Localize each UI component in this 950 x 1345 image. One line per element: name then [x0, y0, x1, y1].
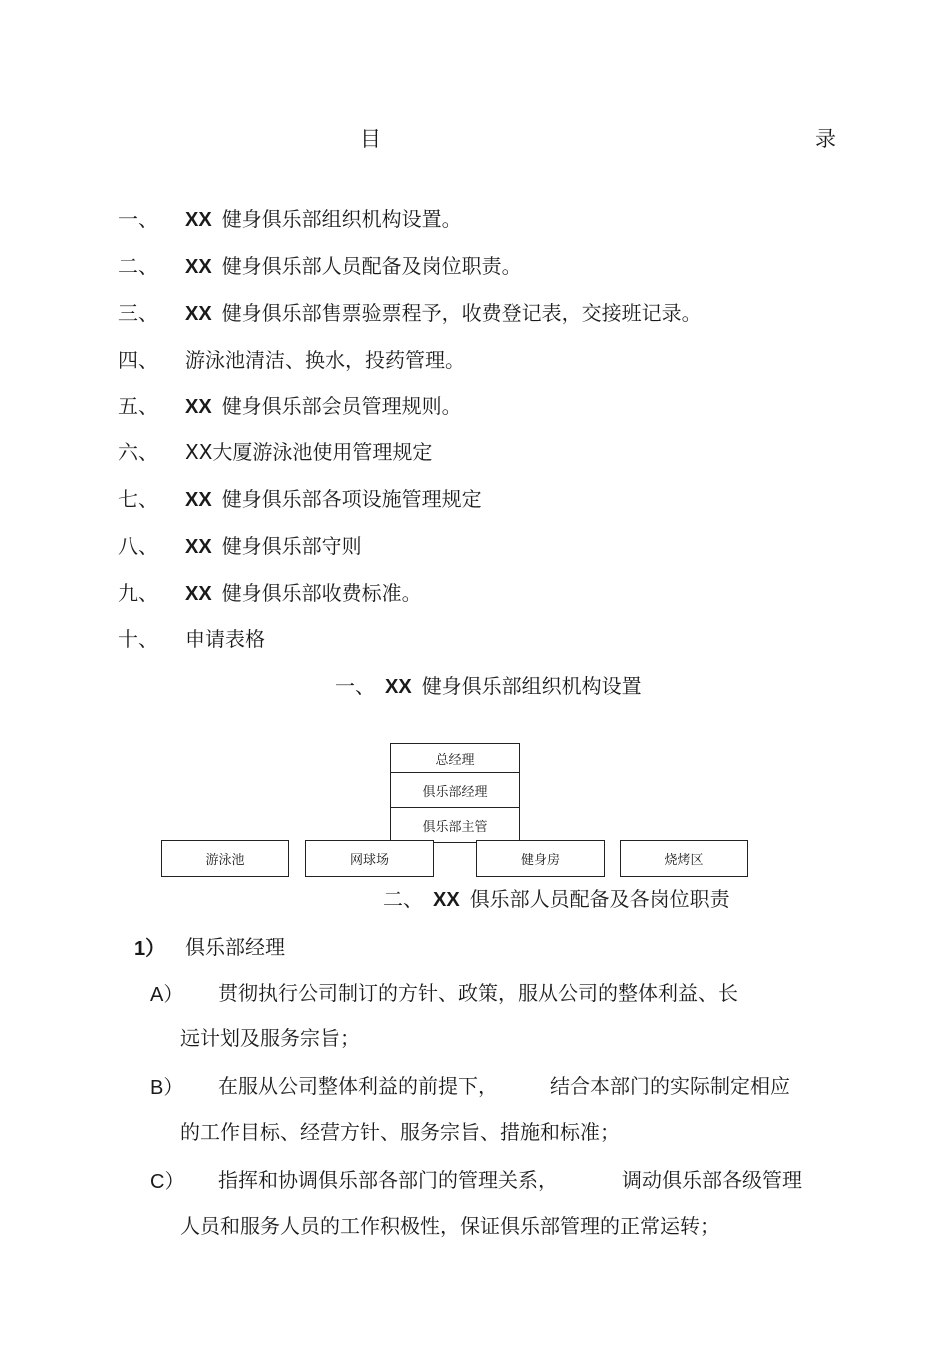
toc-item-num: 七、 — [118, 487, 158, 511]
toc-item-num: 三、 — [118, 301, 158, 325]
toc-item-text — [185, 297, 702, 326]
duty-label: B） — [150, 1077, 184, 1099]
toc-item-label: 申请表格 — [185, 627, 265, 651]
toc-item-label: XX大厦游泳池使用管理规定 — [185, 440, 433, 464]
toc-item-text — [185, 203, 462, 232]
toc-item-label: 健身俱乐部各项设施管理规定 — [221, 487, 482, 511]
section-prefix: XX — [385, 676, 412, 698]
org-box-label: 游泳池 — [205, 853, 245, 868]
toc-item-num: 八、 — [118, 534, 158, 558]
section-prefix: XX — [433, 889, 460, 911]
toc-item-text — [185, 483, 482, 512]
duty-text-cont: 的工作目标、经营方针、服务宗旨、措施和标准； — [180, 1120, 620, 1144]
duty-label: C） — [150, 1171, 185, 1193]
toc-item-label: 健身俱乐部售票验票程予，收费登记表，交接班记录。 — [221, 301, 702, 325]
org-box-label: 俱乐部主管 — [422, 819, 488, 835]
toc-item-num: 九、 — [118, 581, 158, 605]
role-num: 1） — [134, 938, 166, 960]
org-box-label: 健身房 — [520, 853, 560, 868]
toc-item-prefix: XX — [185, 489, 212, 511]
org-box-gym — [476, 840, 605, 877]
title-left-char: 目 — [360, 127, 381, 151]
toc-item-prefix: XX — [185, 303, 212, 325]
toc-item-text — [185, 436, 432, 465]
org-box-label: 烧烤区 — [664, 853, 704, 868]
org-box-label: 总经理 — [435, 752, 475, 768]
section-heading — [383, 883, 730, 912]
section-heading — [335, 670, 642, 699]
toc-item-text — [185, 530, 362, 559]
duty-label: A） — [150, 984, 184, 1006]
org-box-label: 俱乐部经理 — [422, 784, 488, 800]
toc-item-prefix: XX — [185, 209, 212, 231]
toc-item-label: 健身俱乐部人员配备及岗位职责。 — [221, 254, 522, 278]
duty-text: 调动俱乐部各级管理 — [622, 1168, 802, 1192]
toc-item-label: 健身俱乐部组织机构设置。 — [221, 207, 462, 231]
org-box-general-manager — [390, 743, 520, 773]
toc-item-text — [185, 390, 462, 419]
duty-text: 在服从公司整体利益的前提下， — [218, 1074, 498, 1098]
toc-item-prefix: XX — [185, 583, 212, 605]
role-title: 俱乐部经理 — [185, 935, 285, 959]
toc-item-text — [185, 623, 265, 652]
duty-text: 结合本部门的实际制定相应 — [550, 1074, 790, 1098]
toc-item-text — [185, 344, 465, 373]
duty-text: 贯彻执行公司制订的方针、政策，服从公司的整体利益、长 — [218, 981, 738, 1005]
toc-item-prefix: XX — [185, 396, 212, 418]
toc-item-prefix: XX — [185, 536, 212, 558]
title-right-char: 录 — [815, 127, 836, 151]
duty-text-cont: 人员和服务人员的工作积极性，保证俱乐部管理的正常运转； — [180, 1214, 720, 1238]
org-box-bbq — [620, 840, 748, 877]
toc-item-text — [185, 250, 522, 279]
section-title: 健身俱乐部组织机构设置 — [421, 674, 642, 698]
duty-text-cont: 远计划及服务宗旨； — [180, 1026, 360, 1050]
toc-item-label: 游泳池清洁、换水，投药管理。 — [185, 348, 465, 372]
duty-text: 指挥和协调俱乐部各部门的管理关系， — [218, 1168, 558, 1192]
toc-item-text — [185, 577, 422, 606]
toc-item-num: 二、 — [118, 254, 158, 278]
toc-item-num: 十、 — [118, 627, 158, 651]
toc-item-num: 四、 — [118, 348, 158, 372]
toc-item-num: 六、 — [118, 440, 158, 464]
org-box-pool — [161, 840, 289, 877]
org-box-club-supervisor — [390, 807, 520, 843]
org-box-label: 网球场 — [349, 853, 389, 868]
toc-item-num: 五、 — [118, 394, 158, 418]
section-num: 二、 — [383, 887, 423, 911]
org-box-club-manager — [390, 772, 520, 808]
toc-item-label: 健身俱乐部守则 — [221, 534, 362, 558]
section-num: 一、 — [335, 674, 375, 698]
toc-item-label: 健身俱乐部会员管理规则。 — [221, 394, 462, 418]
section-title: 俱乐部人员配备及各岗位职责 — [469, 887, 730, 911]
toc-item-label: 健身俱乐部收费标准。 — [221, 581, 422, 605]
toc-item-prefix: XX — [185, 256, 212, 278]
org-box-tennis — [305, 840, 434, 877]
toc-item-num: 一、 — [118, 207, 158, 231]
